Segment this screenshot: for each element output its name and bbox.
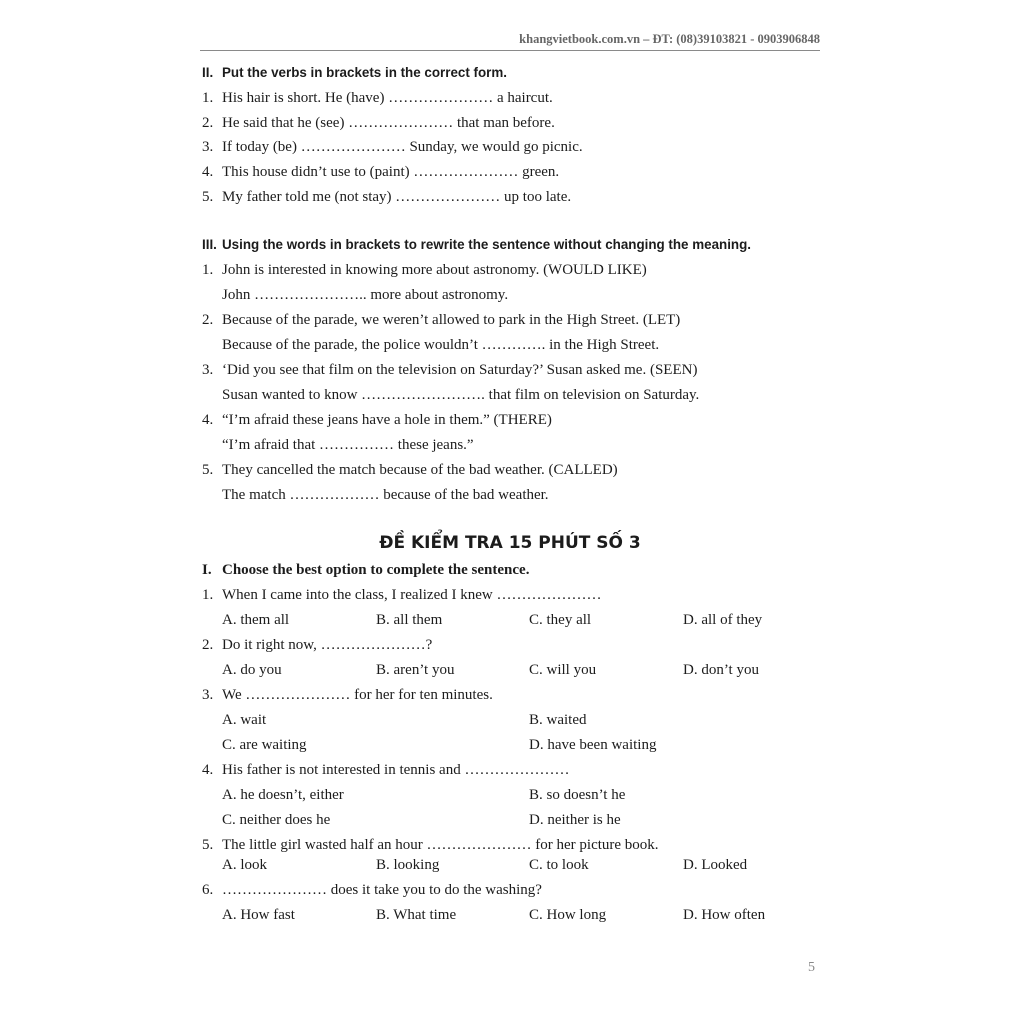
header-site: khangvietbook.com.vn xyxy=(519,32,641,46)
question-text: When I came into the class, I realized I knew ………………… xyxy=(222,587,602,603)
section-3-title: Using the words in brackets to rewrite the sentence without changing the meaning. xyxy=(222,237,752,252)
item-number: 5. xyxy=(202,189,214,205)
test-title: ĐỀ KIỂM TRA 15 PHÚT SỐ 3 xyxy=(379,533,641,553)
test-section-1-heading xyxy=(202,561,529,579)
rewrite-answer: The match ……………… because of the bad weather. xyxy=(222,487,549,503)
mc-question xyxy=(202,686,493,704)
mc-question xyxy=(202,881,542,899)
question-text: We ………………… for her for ten minutes. xyxy=(222,687,493,703)
section-3-heading xyxy=(202,236,751,254)
section-2-title: Put the verbs in brackets in the correct form. xyxy=(222,65,508,80)
option-a: A. do you xyxy=(222,662,282,678)
mc-question xyxy=(202,836,659,854)
mc-question xyxy=(202,636,432,654)
option-d: D. have been waiting xyxy=(529,737,657,753)
option-d: D. neither is he xyxy=(529,812,621,828)
mc-question xyxy=(202,586,601,604)
item-text: My father told me (not stay) ………………… up too late. xyxy=(222,189,572,205)
test-section-1-number: I. xyxy=(202,562,212,578)
question-text: Because of the parade, we weren’t allowed to park in the High Street. (LET) xyxy=(222,312,681,328)
rewrite-answer: “I’m afraid that …………… these jeans.” xyxy=(222,437,474,453)
item-text: His hair is short. He (have) ………………… a haircut. xyxy=(222,90,553,106)
option-d: D. all of they xyxy=(683,612,763,628)
item-number: 3. xyxy=(202,687,214,703)
rewrite-question xyxy=(202,461,618,479)
item-text: If today (be) ………………… Sunday, we would go picnic. xyxy=(222,139,583,155)
item-number: 3. xyxy=(202,139,214,155)
section-2-number: II. xyxy=(202,65,214,80)
question-text: ‘Did you see that film on the television on Saturday?’ Susan asked me. (SEEN) xyxy=(222,362,698,378)
item-number: 2. xyxy=(202,637,214,653)
question-text: His father is not interested in tennis and ………………… xyxy=(222,762,570,778)
exercise-item xyxy=(202,188,571,206)
item-number: 2. xyxy=(202,312,214,328)
option-b: B. all them xyxy=(376,612,443,628)
question-text: ………………… does it take you to do the washing? xyxy=(222,882,542,898)
exercise-item xyxy=(202,138,583,156)
item-number: 2. xyxy=(202,115,214,131)
item-number: 1. xyxy=(202,587,214,603)
option-b: B. waited xyxy=(529,712,587,728)
option-b: B. What time xyxy=(376,907,457,923)
option-b: B. looking xyxy=(376,857,440,873)
question-text: “I’m afraid these jeans have a hole in them.” (THERE) xyxy=(222,412,552,428)
option-c: C. to look xyxy=(529,857,589,873)
option-d: D. Looked xyxy=(683,857,748,873)
option-a: A. look xyxy=(222,857,267,873)
rewrite-question xyxy=(202,261,647,279)
item-number: 4. xyxy=(202,762,214,778)
item-text: This house didn’t use to (paint) ………………… green. xyxy=(222,164,560,180)
item-number: 6. xyxy=(202,882,214,898)
rewrite-answer: Susan wanted to know ……………………. that film on television on Saturday. xyxy=(222,387,700,403)
item-number: 1. xyxy=(202,90,214,106)
option-c: C. neither does he xyxy=(222,812,331,828)
header-divider xyxy=(200,50,820,51)
rewrite-question xyxy=(202,361,697,379)
page-header xyxy=(200,32,820,47)
rewrite-answer: Because of the parade, the police wouldn’t …………. in the High Street. xyxy=(222,337,660,353)
item-number: 4. xyxy=(202,412,214,428)
question-text: John is interested in knowing more about astronomy. (WOULD LIKE) xyxy=(222,262,647,278)
section-2-heading xyxy=(202,64,507,82)
option-a: A. them all xyxy=(222,612,290,628)
item-number: 3. xyxy=(202,362,214,378)
option-a: A. How fast xyxy=(222,907,295,923)
header-phone: – ĐT: (08)39103821 - 0903906848 xyxy=(640,32,820,46)
page-number: 5 xyxy=(808,960,815,975)
rewrite-answer: John ………………….. more about astronomy. xyxy=(222,287,509,303)
exercise-item xyxy=(202,114,555,132)
item-number: 4. xyxy=(202,164,214,180)
option-d: D. How often xyxy=(683,907,766,923)
option-b: B. aren’t you xyxy=(376,662,455,678)
exercise-item xyxy=(202,163,559,181)
item-text: He said that he (see) ………………… that man before. xyxy=(222,115,555,131)
option-a: A. he doesn’t, either xyxy=(222,787,344,803)
option-c: C. will you xyxy=(529,662,597,678)
option-c: C. they all xyxy=(529,612,592,628)
item-number: 5. xyxy=(202,837,214,853)
section-3-number: III. xyxy=(202,237,217,252)
item-number: 1. xyxy=(202,262,214,278)
option-c: C. are waiting xyxy=(222,737,307,753)
test-section-1-title: Choose the best option to complete the sentence. xyxy=(222,562,530,578)
rewrite-question xyxy=(202,411,552,429)
exercise-item xyxy=(202,89,553,107)
option-d: D. don’t you xyxy=(683,662,759,678)
item-number: 5. xyxy=(202,462,214,478)
option-b: B. so doesn’t he xyxy=(529,787,626,803)
question-text: Do it right now, …………………? xyxy=(222,637,433,653)
option-a: A. wait xyxy=(222,712,267,728)
question-text: The little girl wasted half an hour ………………… for her picture book. xyxy=(222,837,659,853)
option-c: C. How long xyxy=(529,907,607,923)
mc-question xyxy=(202,761,569,779)
rewrite-question xyxy=(202,311,680,329)
question-text: They cancelled the match because of the bad weather. (CALLED) xyxy=(222,462,618,478)
